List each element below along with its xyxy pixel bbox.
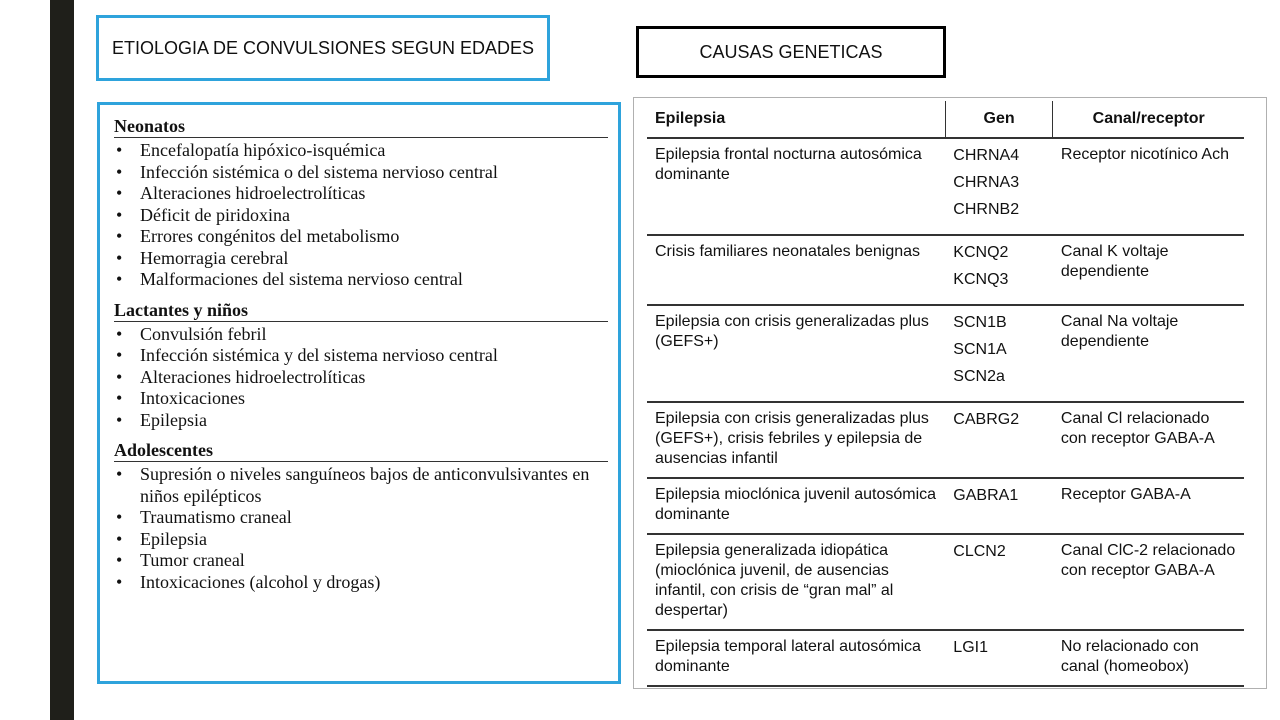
cause-list xyxy=(114,140,608,291)
list-item: • Alteraciones hidroelectrolíticas xyxy=(114,367,608,389)
gene-name: SCN2a xyxy=(953,368,1005,385)
list-item: • Infección sistémica y del sistema nervioso central xyxy=(114,345,608,367)
table-row xyxy=(647,305,1244,402)
epilepsia-cell: Epilepsia frontal nocturna autosómica dominante xyxy=(647,138,945,235)
left-accent-bar xyxy=(50,0,74,720)
list-item: • Supresión o niveles sanguíneos bajos de anticonvulsivantes en niños epilépticos xyxy=(114,464,608,507)
epilepsia-cell: Epilepsia temporal lateral autosómica dominante xyxy=(647,630,945,686)
table-row xyxy=(647,630,1244,686)
table-row xyxy=(647,138,1244,235)
cause-list xyxy=(114,464,608,593)
gene-name: SCN1A xyxy=(953,341,1007,358)
header-gen: Gen xyxy=(945,101,1053,138)
epilepsia-cell: Epilepsia generalizada idiopática (mioclónica juvenil, de ausencias infantil, con crisis de “gran mal” al despertar) xyxy=(647,534,945,630)
canal-receptor-cell: Canal Na voltaje dependiente xyxy=(1053,305,1244,402)
table-row xyxy=(647,478,1244,534)
gene-name: KCNQ2 xyxy=(953,244,1009,261)
header-canal-receptor: Canal/receptor xyxy=(1053,101,1244,138)
canal-receptor-cell: Canal ClC-2 relacionado con receptor GABA-A xyxy=(1053,534,1244,630)
section-title: Adolescentes xyxy=(114,439,608,462)
canal-receptor-cell: Canal K voltaje dependiente xyxy=(1053,235,1244,305)
etiology-title: ETIOLOGIA DE CONVULSIONES SEGUN EDADES xyxy=(111,38,535,58)
etiology-section xyxy=(114,439,608,593)
genetic-causes-panel xyxy=(633,97,1267,689)
gen-cell xyxy=(945,305,1053,402)
epilepsia-cell: Crisis familiares neonatales benignas xyxy=(647,235,945,305)
gene-name: SCN1B xyxy=(953,314,1007,331)
list-item: • Errores congénitos del metabolismo xyxy=(114,226,608,248)
gen-cell xyxy=(945,630,1053,686)
gene-name: CHRNA3 xyxy=(953,174,1020,191)
table-row xyxy=(647,402,1244,478)
gene-name: KCNQ3 xyxy=(953,271,1009,288)
list-item: • Intoxicaciones (alcohol y drogas) xyxy=(114,572,608,594)
table-row xyxy=(647,235,1244,305)
gen-cell xyxy=(945,138,1053,235)
genetic-title: CAUSAS GENETICAS xyxy=(699,41,883,62)
etiology-section xyxy=(114,299,608,432)
list-item: • Malformaciones del sistema nervioso central xyxy=(114,269,608,291)
etiology-panel xyxy=(97,102,621,684)
canal-receptor-cell: Receptor nicotínico Ach xyxy=(1053,138,1244,235)
gen-cell xyxy=(945,402,1053,478)
epilepsia-cell: Epilepsia con crisis generalizadas plus (GEFS+) xyxy=(647,305,945,402)
gene-name: CABRG2 xyxy=(953,411,1020,428)
list-item: • Alteraciones hidroelectrolíticas xyxy=(114,183,608,205)
header-epilepsia: Epilepsia xyxy=(647,101,945,138)
list-item: • Convulsión febril xyxy=(114,324,608,346)
list-item: • Epilepsia xyxy=(114,529,608,551)
gen-cell xyxy=(945,235,1053,305)
gen-cell xyxy=(945,478,1053,534)
gene-name: CHRNA4 xyxy=(953,147,1020,164)
list-item: • Infección sistémica o del sistema nervioso central xyxy=(114,162,608,184)
canal-receptor-cell: No relacionado con canal (homeobox) xyxy=(1053,630,1244,686)
list-item: • Epilepsia xyxy=(114,410,608,432)
list-item: • Encefalopatía hipóxico-isquémica xyxy=(114,140,608,162)
table-body xyxy=(647,138,1244,686)
list-item: • Traumatismo craneal xyxy=(114,507,608,529)
gene-name: CHRNB2 xyxy=(953,201,1020,218)
epilepsia-cell: Epilepsia con crisis generalizadas plus (GEFS+), crisis febriles y epilepsia de ausencias infantil xyxy=(647,402,945,478)
canal-receptor-cell: Receptor GABA-A xyxy=(1053,478,1244,534)
section-title: Neonatos xyxy=(114,115,608,138)
table-header-row xyxy=(647,101,1244,138)
list-item: • Déficit de piridoxina xyxy=(114,205,608,227)
list-item: • Tumor craneal xyxy=(114,550,608,572)
gen-cell xyxy=(945,534,1053,630)
gene-name: CLCN2 xyxy=(953,543,1006,560)
cause-list xyxy=(114,324,608,432)
section-title: Lactantes y niños xyxy=(114,299,608,322)
list-item: • Intoxicaciones xyxy=(114,388,608,410)
gene-name: GABRA1 xyxy=(953,487,1019,504)
etiology-section xyxy=(114,115,608,291)
etiology-title-box xyxy=(96,15,550,81)
canal-receptor-cell: Canal Cl relacionado con receptor GABA-A xyxy=(1053,402,1244,478)
list-item: • Hemorragia cerebral xyxy=(114,248,608,270)
genetic-title-box xyxy=(636,26,946,78)
genetic-causes-table xyxy=(647,101,1244,687)
epilepsia-cell: Epilepsia mioclónica juvenil autosómica dominante xyxy=(647,478,945,534)
gene-name: LGI1 xyxy=(953,639,988,656)
table-row xyxy=(647,534,1244,630)
